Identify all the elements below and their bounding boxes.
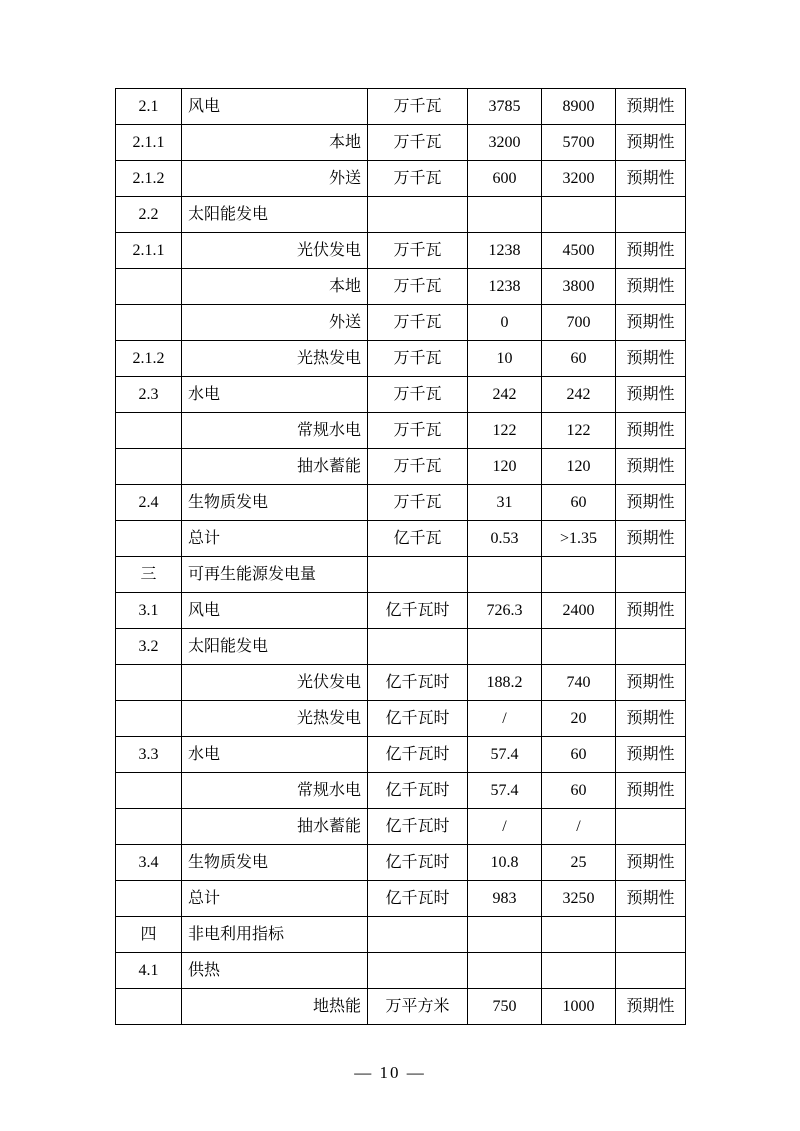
table-row [116,197,686,233]
cell-item-name: 常规水电 [182,773,368,809]
table-row [116,953,686,989]
cell-item-name: 风电 [182,593,368,629]
table-row [116,701,686,737]
cell-serial-number: 4.1 [116,953,182,989]
cell-attribute: 预期性 [616,449,686,485]
cell-unit: 亿千瓦时 [368,881,468,917]
cell-serial-number [116,701,182,737]
cell-attribute: 预期性 [616,413,686,449]
cell-attribute [616,557,686,593]
cell-value-2025: 122 [542,413,616,449]
cell-item-name: 光热发电 [182,341,368,377]
table-row [116,125,686,161]
table-row [116,557,686,593]
cell-value-2020: / [468,701,542,737]
cell-value-2020 [468,557,542,593]
cell-unit: 万千瓦 [368,125,468,161]
cell-value-2025 [542,197,616,233]
cell-attribute [616,629,686,665]
page-number: — 10 — [354,1063,426,1082]
cell-value-2025: 20 [542,701,616,737]
cell-serial-number [116,521,182,557]
cell-value-2020: 1238 [468,233,542,269]
table-row [116,377,686,413]
cell-serial-number [116,881,182,917]
cell-unit: 万千瓦 [368,413,468,449]
cell-value-2025 [542,557,616,593]
cell-attribute: 预期性 [616,377,686,413]
cell-serial-number [116,413,182,449]
cell-value-2025: / [542,809,616,845]
cell-value-2020 [468,197,542,233]
cell-value-2025: 60 [542,485,616,521]
cell-value-2020: 57.4 [468,737,542,773]
cell-value-2025: 700 [542,305,616,341]
cell-serial-number [116,809,182,845]
cell-unit: 万千瓦 [368,269,468,305]
cell-value-2020: 0.53 [468,521,542,557]
table-row [116,989,686,1025]
cell-serial-number: 三 [116,557,182,593]
cell-attribute: 预期性 [616,269,686,305]
cell-unit: 万平方米 [368,989,468,1025]
cell-serial-number: 3.3 [116,737,182,773]
cell-attribute: 预期性 [616,665,686,701]
cell-attribute: 预期性 [616,989,686,1025]
table-row [116,809,686,845]
cell-value-2020: 122 [468,413,542,449]
cell-item-name: 地热能 [182,989,368,1025]
table-row [116,305,686,341]
cell-value-2025: >1.35 [542,521,616,557]
page-footer [0,1063,800,1083]
cell-serial-number: 2.4 [116,485,182,521]
cell-unit: 万千瓦 [368,305,468,341]
cell-value-2025 [542,953,616,989]
table-row [116,665,686,701]
cell-serial-number [116,665,182,701]
cell-item-name: 生物质发电 [182,485,368,521]
cell-unit: 亿千瓦时 [368,845,468,881]
cell-value-2020: / [468,809,542,845]
cell-serial-number: 2.1.2 [116,161,182,197]
cell-serial-number: 2.2 [116,197,182,233]
cell-value-2020: 120 [468,449,542,485]
cell-value-2025: 120 [542,449,616,485]
cell-attribute: 预期性 [616,341,686,377]
cell-serial-number [116,305,182,341]
cell-item-name: 常规水电 [182,413,368,449]
table-row [116,449,686,485]
table-body [116,89,686,1025]
cell-unit [368,197,468,233]
cell-value-2020: 983 [468,881,542,917]
cell-unit: 万千瓦 [368,485,468,521]
cell-item-name: 非电利用指标 [182,917,368,953]
cell-value-2025: 60 [542,737,616,773]
table-row [116,737,686,773]
cell-value-2025: 4500 [542,233,616,269]
cell-item-name: 本地 [182,269,368,305]
cell-unit: 万千瓦 [368,233,468,269]
cell-attribute: 预期性 [616,737,686,773]
cell-item-name: 太阳能发电 [182,629,368,665]
cell-attribute: 预期性 [616,485,686,521]
cell-unit: 万千瓦 [368,377,468,413]
cell-serial-number: 2.1.1 [116,233,182,269]
cell-value-2025: 60 [542,341,616,377]
cell-value-2025: 5700 [542,125,616,161]
cell-attribute: 预期性 [616,881,686,917]
table-row [116,521,686,557]
cell-item-name: 光伏发电 [182,233,368,269]
cell-attribute [616,809,686,845]
cell-attribute: 预期性 [616,89,686,125]
cell-value-2025: 242 [542,377,616,413]
cell-value-2025: 25 [542,845,616,881]
table-row [116,89,686,125]
cell-unit [368,917,468,953]
cell-value-2020 [468,917,542,953]
cell-serial-number: 2.1.2 [116,341,182,377]
cell-attribute [616,917,686,953]
cell-item-name: 水电 [182,377,368,413]
cell-unit [368,557,468,593]
cell-item-name: 总计 [182,881,368,917]
cell-value-2025: 3200 [542,161,616,197]
renewable-energy-plan-table [115,88,686,1025]
table-row [116,917,686,953]
cell-item-name: 本地 [182,125,368,161]
cell-serial-number [116,449,182,485]
table-row [116,161,686,197]
cell-item-name: 生物质发电 [182,845,368,881]
cell-value-2025: 1000 [542,989,616,1025]
cell-serial-number: 3.1 [116,593,182,629]
cell-attribute: 预期性 [616,773,686,809]
cell-value-2020: 726.3 [468,593,542,629]
cell-unit: 万千瓦 [368,161,468,197]
cell-value-2020: 3785 [468,89,542,125]
cell-item-name: 太阳能发电 [182,197,368,233]
cell-serial-number: 2.1 [116,89,182,125]
table-row [116,233,686,269]
table-row [116,269,686,305]
cell-value-2020: 10 [468,341,542,377]
cell-attribute [616,197,686,233]
cell-item-name: 抽水蓄能 [182,449,368,485]
cell-item-name: 总计 [182,521,368,557]
cell-value-2020: 31 [468,485,542,521]
cell-serial-number [116,989,182,1025]
cell-unit: 亿千瓦时 [368,809,468,845]
table-row [116,881,686,917]
cell-item-name: 光热发电 [182,701,368,737]
cell-item-name: 可再生能源发电量 [182,557,368,593]
cell-unit: 亿千瓦时 [368,701,468,737]
cell-serial-number [116,773,182,809]
cell-value-2025: 8900 [542,89,616,125]
table-row [116,845,686,881]
cell-serial-number: 3.2 [116,629,182,665]
cell-value-2020: 57.4 [468,773,542,809]
cell-unit: 万千瓦 [368,89,468,125]
cell-value-2020: 1238 [468,269,542,305]
cell-attribute: 预期性 [616,593,686,629]
cell-value-2020 [468,953,542,989]
cell-serial-number: 3.4 [116,845,182,881]
cell-attribute: 预期性 [616,233,686,269]
cell-unit: 亿千瓦时 [368,773,468,809]
cell-attribute [616,953,686,989]
cell-serial-number [116,269,182,305]
table-row [116,629,686,665]
table-row [116,593,686,629]
cell-value-2025: 2400 [542,593,616,629]
cell-unit [368,953,468,989]
cell-unit: 万千瓦 [368,341,468,377]
cell-value-2025: 60 [542,773,616,809]
table-row [116,341,686,377]
cell-item-name: 抽水蓄能 [182,809,368,845]
cell-value-2020: 188.2 [468,665,542,701]
table-row [116,413,686,449]
cell-serial-number: 四 [116,917,182,953]
cell-value-2020: 600 [468,161,542,197]
table-row [116,773,686,809]
cell-value-2020: 0 [468,305,542,341]
cell-serial-number: 2.3 [116,377,182,413]
cell-value-2020: 242 [468,377,542,413]
cell-item-name: 外送 [182,305,368,341]
cell-attribute: 预期性 [616,305,686,341]
cell-item-name: 供热 [182,953,368,989]
cell-value-2025 [542,629,616,665]
cell-value-2020 [468,629,542,665]
cell-attribute: 预期性 [616,701,686,737]
cell-unit: 万千瓦 [368,449,468,485]
table-row [116,485,686,521]
cell-value-2025 [542,917,616,953]
cell-item-name: 光伏发电 [182,665,368,701]
cell-unit: 亿千瓦时 [368,593,468,629]
cell-attribute: 预期性 [616,845,686,881]
cell-value-2020: 10.8 [468,845,542,881]
cell-unit: 亿千瓦时 [368,665,468,701]
cell-attribute: 预期性 [616,161,686,197]
cell-item-name: 外送 [182,161,368,197]
cell-unit: 亿千瓦 [368,521,468,557]
cell-unit [368,629,468,665]
cell-value-2025: 3800 [542,269,616,305]
cell-item-name: 风电 [182,89,368,125]
cell-attribute: 预期性 [616,521,686,557]
cell-serial-number: 2.1.1 [116,125,182,161]
cell-value-2025: 3250 [542,881,616,917]
cell-value-2020: 750 [468,989,542,1025]
cell-value-2020: 3200 [468,125,542,161]
cell-item-name: 水电 [182,737,368,773]
cell-unit: 亿千瓦时 [368,737,468,773]
cell-value-2025: 740 [542,665,616,701]
cell-attribute: 预期性 [616,125,686,161]
